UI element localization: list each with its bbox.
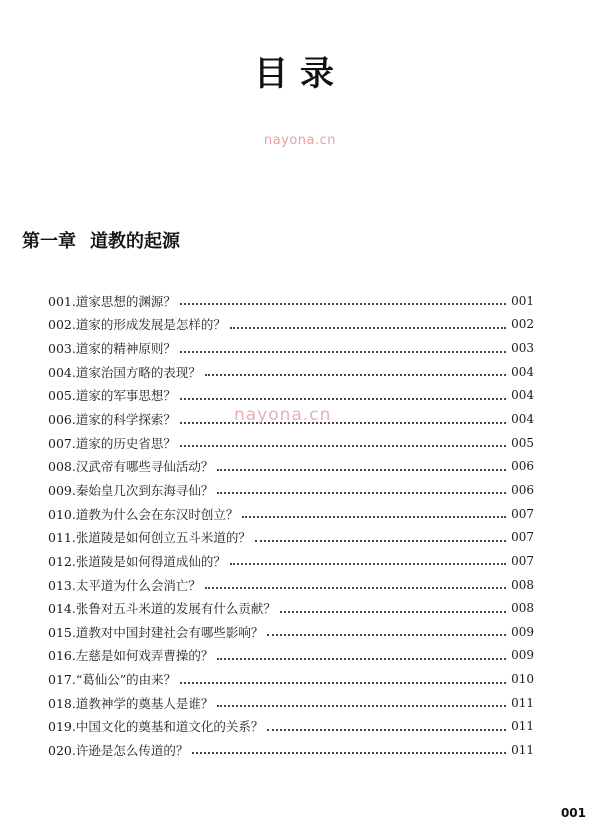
toc-entry[interactable] <box>48 549 534 573</box>
toc-entry-page: 011 <box>511 719 534 734</box>
dot-leader <box>242 515 506 518</box>
toc-entry-page: 007 <box>511 506 534 521</box>
toc-entry[interactable] <box>48 738 534 762</box>
toc-entry[interactable] <box>48 525 534 549</box>
toc-entry[interactable] <box>48 360 534 384</box>
watermark-overlay: nayona.cn <box>234 405 332 425</box>
toc-entry-page: 009 <box>511 624 534 639</box>
toc-entry-label: 006.道家的科学探索？ <box>48 412 176 428</box>
toc-entry[interactable] <box>48 454 534 478</box>
chapter-number: 第一章 <box>22 231 76 252</box>
dot-leader <box>180 421 506 424</box>
toc-entry[interactable] <box>48 289 534 313</box>
dot-leader <box>255 539 506 542</box>
toc-entry[interactable] <box>48 313 534 337</box>
toc-entry[interactable] <box>48 431 534 455</box>
toc-entry-label: 015.道教对中国封建社会有哪些影响？ <box>48 624 264 640</box>
toc-entry-label: 013.太平道为什么会消亡？ <box>48 577 201 593</box>
toc-entry-page: 001 <box>511 293 534 308</box>
page-title: 目录 <box>254 54 346 94</box>
toc-entry-label: 002.道家的形成发展是怎样的？ <box>48 317 226 333</box>
toc-entry-label: 019.中国文化的奠基和道文化的关系？ <box>48 719 264 735</box>
toc-entry-page: 008 <box>511 577 534 592</box>
dot-leader <box>217 468 506 471</box>
toc-entry[interactable] <box>48 715 534 739</box>
toc-entry[interactable] <box>48 667 534 691</box>
toc-entry-label: 011.张道陵是如何创立五斗米道的？ <box>48 530 251 546</box>
toc-list <box>48 289 534 762</box>
toc-entry-label: 008.汉武帝有哪些寻仙活动？ <box>48 459 214 475</box>
toc-entry-label: 017.“葛仙公”的由来？ <box>48 672 177 688</box>
toc-entry-label: 010.道教为什么会在东汉时创立？ <box>48 506 239 522</box>
dot-leader <box>180 302 506 305</box>
toc-entry-page: 011 <box>511 742 534 757</box>
dot-leader <box>230 326 506 329</box>
toc-entry-page: 006 <box>511 482 534 497</box>
toc-entry-page: 008 <box>511 601 534 616</box>
toc-entry-label: 020.许逊是怎么传道的？ <box>48 742 189 758</box>
dot-leader <box>205 373 506 376</box>
dot-leader <box>217 704 506 707</box>
toc-entry-label: 018.道教神学的奠基人是谁？ <box>48 695 214 711</box>
toc-entry-page: 005 <box>511 435 534 450</box>
chapter-heading <box>22 227 180 253</box>
toc-entry-page: 010 <box>511 672 534 687</box>
toc-entry-label: 004.道家治国方略的表现？ <box>48 364 201 380</box>
toc-entry-page: 006 <box>511 459 534 474</box>
dot-leader <box>217 491 506 494</box>
toc-entry-label: 014.张鲁对五斗米道的发展有什么贡献？ <box>48 601 276 617</box>
toc-entry-label: 012.张道陵是如何得道成仙的？ <box>48 553 226 569</box>
toc-entry-label: 005.道家的军事思想？ <box>48 388 176 404</box>
toc-entry-page: 007 <box>511 530 534 545</box>
toc-entry-page: 003 <box>511 341 534 356</box>
toc-entry-page: 004 <box>511 388 534 403</box>
toc-entry[interactable] <box>48 384 534 408</box>
toc-entry-label: 003.道家的精神原则？ <box>48 341 176 357</box>
dot-leader <box>180 397 506 400</box>
toc-entry-label: 001.道家思想的渊源？ <box>48 293 176 309</box>
chapter-name: 道教的起源 <box>90 231 180 252</box>
toc-entry-page: 004 <box>511 412 534 427</box>
dot-leader <box>205 586 506 589</box>
dot-leader <box>180 681 506 684</box>
toc-entry[interactable] <box>48 596 534 620</box>
dot-leader <box>230 562 506 565</box>
toc-entry-label: 016.左慈是如何戏弄曹操的？ <box>48 648 214 664</box>
toc-entry-page: 009 <box>511 648 534 663</box>
toc-entry[interactable] <box>48 502 534 526</box>
toc-entry[interactable] <box>48 691 534 715</box>
dot-leader <box>217 657 506 660</box>
toc-entry[interactable] <box>48 620 534 644</box>
dot-leader <box>280 610 506 613</box>
dot-leader <box>267 633 506 636</box>
page-number: 001 <box>560 806 586 820</box>
toc-entry[interactable] <box>48 478 534 502</box>
toc-entry-page: 004 <box>511 364 534 379</box>
toc-entry[interactable] <box>48 336 534 360</box>
dot-leader <box>267 728 506 731</box>
dot-leader <box>180 444 506 447</box>
dot-leader <box>180 350 506 353</box>
watermark: nayona.cn <box>263 133 337 148</box>
dot-leader <box>192 751 506 754</box>
toc-entry-page: 007 <box>511 553 534 568</box>
toc-entry-label: 009.秦始皇几次到东海寻仙？ <box>48 482 214 498</box>
toc-entry[interactable] <box>48 573 534 597</box>
toc-entry-page: 011 <box>511 695 534 710</box>
toc-entry-page: 002 <box>511 317 534 332</box>
toc-entry-label: 007.道家的历史省思？ <box>48 435 176 451</box>
toc-entry[interactable] <box>48 644 534 668</box>
